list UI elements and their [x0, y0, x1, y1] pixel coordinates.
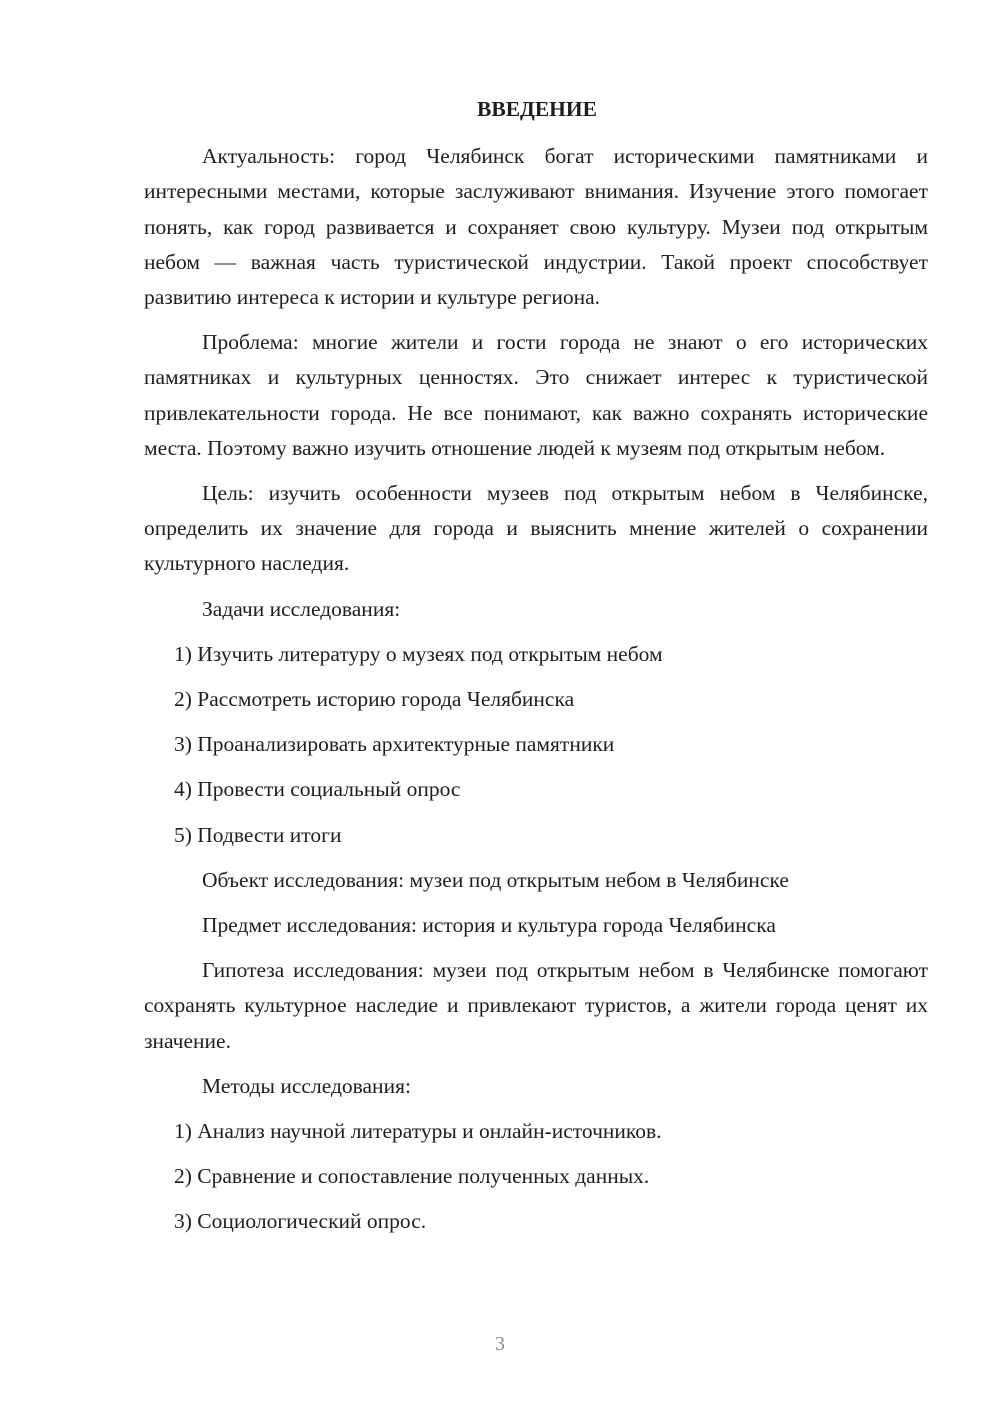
tasks-heading: Задачи исследования: [202, 596, 401, 621]
task-item: 1) Изучить литературу о музеях под открытым небом [174, 641, 663, 666]
page-number: 3 [495, 1333, 505, 1355]
methods-heading: Методы исследования: [202, 1073, 411, 1098]
object-line: Объект исследования: музеи под открытым небом в Челябинске [202, 867, 789, 892]
task-item: 3) Проанализировать архитектурные памятники [174, 732, 615, 757]
subject-line: Предмет исследования: история и культура города Челябинска [202, 913, 776, 938]
task-item: 4) Провести социальный опрос [174, 777, 461, 802]
task-item: 2) Рассмотреть историю города Челябинска [174, 687, 575, 712]
task-item: 5) Подвести итоги [174, 822, 342, 847]
document-page [144, 92, 928, 1250]
problem-paragraph: Проблема: многие жители и гости города не знают о его исторических памятниках и культурных ценностях. Это снижает интерес к туристической привлекательности города. Не все понимают, как важно сохранять исторические места. Поэтому важно изучить отношение людей к музеям под открытым небом. [144, 330, 928, 460]
method-item: 2) Сравнение и сопоставление полученных данных. [174, 1164, 650, 1189]
relevance-paragraph: Актуальность: город Челябинск богат историческими памятниками и интересными местами, которые заслуживают внимания. Изучение этого помогает понять, как город развивается и сохраняет свою культуру. Музеи под открытым небом — важная часть туристической индустрии. Такой проект способствует развитию интереса к истории и культуре региона. [144, 144, 928, 310]
section-title: ВВЕДЕНИЕ [477, 97, 597, 121]
method-item: 3) Социологический опрос. [174, 1209, 427, 1234]
method-item: 1) Анализ научной литературы и онлайн-источников. [174, 1119, 662, 1144]
goal-paragraph: Цель: изучить особенности музеев под открытым небом в Челябинске, определить их значение для города и выяснить мнение жителей о сохранении культурного наследия. [144, 481, 928, 576]
hypothesis-paragraph: Гипотеза исследования: музеи под открытым небом в Челябинске помогают сохранять культурное наследие и привлекают туристов, а жители города ценят их значение. [144, 958, 928, 1053]
tasks-list [144, 637, 928, 853]
methods-list [144, 1114, 928, 1240]
